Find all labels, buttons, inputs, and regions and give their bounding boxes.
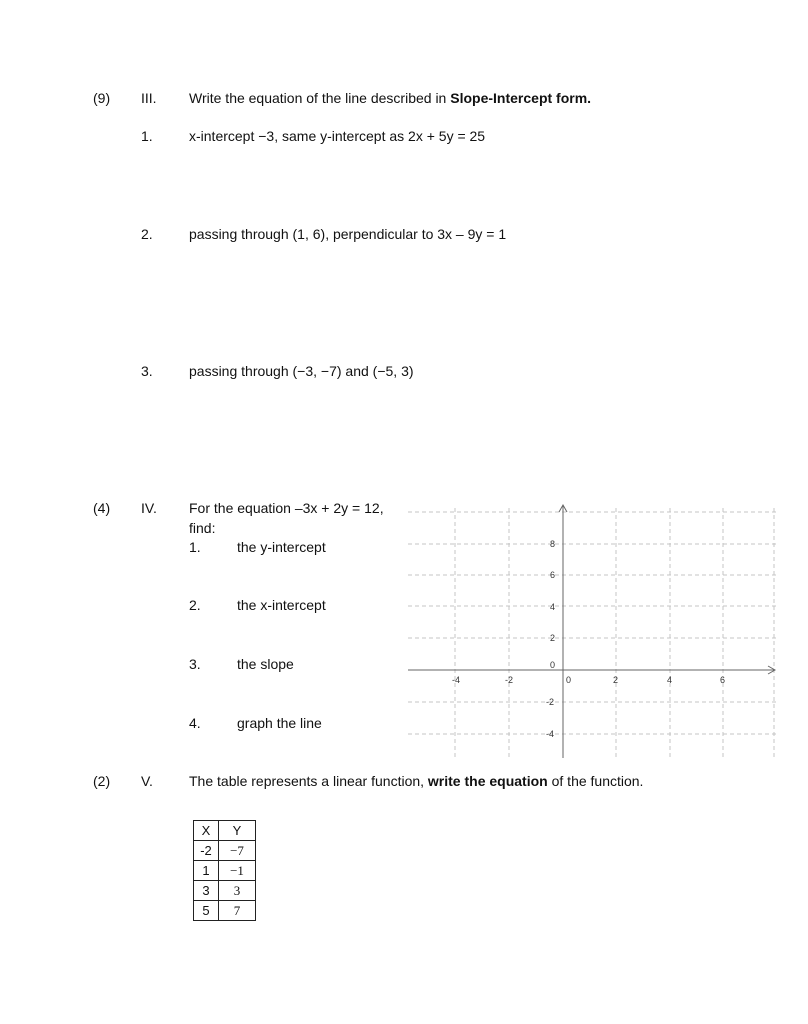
x-tick-label: 0 [566, 675, 572, 685]
table-cell: −7 [219, 841, 256, 861]
table-row [194, 901, 256, 921]
table-header: X [194, 821, 219, 841]
table-cell: 1 [194, 861, 219, 881]
instruction-section-4: For the equation –3x + 2y = 12, [189, 500, 384, 516]
x-tick-label: -2 [505, 675, 514, 685]
problem-number: 3. [141, 363, 153, 379]
x-tick-label: 2 [613, 675, 619, 685]
table-cell: −1 [219, 861, 256, 881]
instruction-section-3 [189, 90, 591, 106]
x-tick-label: -4 [452, 675, 461, 685]
y-tick-label: 0 [550, 660, 556, 670]
numeral-section-3: III. [141, 90, 157, 106]
table-cell: 3 [219, 881, 256, 901]
item-number: 1. [189, 539, 201, 555]
item-number: 2. [189, 597, 201, 613]
x-tick-label: 4 [667, 675, 673, 685]
table-row [194, 861, 256, 881]
table-header-row [194, 821, 256, 841]
instruction-bold: write the equation [427, 773, 548, 789]
y-tick-label: 6 [550, 570, 556, 580]
problem-number: 2. [141, 226, 153, 242]
table-cell: -2 [194, 841, 219, 861]
table-cell: 3 [194, 881, 219, 901]
coordinate-grid[interactable] [408, 500, 780, 762]
y-tick-label: -2 [546, 697, 555, 707]
table-row [194, 841, 256, 861]
numeral-section-4: IV. [141, 500, 157, 516]
instruction-bold: Slope-Intercept form. [450, 90, 592, 106]
values-table [193, 820, 256, 921]
item-text: graph the line [237, 715, 322, 731]
table-cell: 5 [194, 901, 219, 921]
item-text: the slope [237, 656, 294, 672]
instruction-text: The table represents a linear function, [189, 773, 428, 789]
problem-text: passing through (−3, −7) and (−5, 3) [189, 363, 414, 379]
x-tick-label: 6 [720, 675, 726, 685]
instruction-section-4-line2: find: [189, 520, 216, 536]
numeral-section-5: V. [141, 773, 153, 789]
y-tick-label: 8 [550, 539, 556, 549]
table-header: Y [219, 821, 256, 841]
problem-text: passing through (1, 6), perpendicular to 3x – 9y = 1 [189, 226, 507, 242]
table-row [194, 881, 256, 901]
grid-lines [408, 508, 776, 758]
item-number: 4. [189, 715, 201, 731]
item-number: 3. [189, 656, 201, 672]
y-tick-label: 4 [550, 602, 556, 612]
points-section-4: (4) [93, 500, 111, 516]
instruction-section-5 [189, 773, 643, 789]
problem-text: x-intercept −3, same y-intercept as 2x + 5y = 25 [189, 128, 486, 144]
instruction-text: of the function. [547, 773, 644, 789]
points-section-5: (2) [93, 773, 111, 789]
table-cell: 7 [219, 901, 256, 921]
y-tick-label: 2 [550, 633, 556, 643]
item-text: the y-intercept [237, 539, 326, 555]
problem-number: 1. [141, 128, 153, 144]
item-text: the x-intercept [237, 597, 326, 613]
points-section-3: (9) [93, 90, 111, 106]
y-tick-label: -4 [546, 729, 555, 739]
instruction-text: Write the equation of the line described in [189, 90, 451, 106]
